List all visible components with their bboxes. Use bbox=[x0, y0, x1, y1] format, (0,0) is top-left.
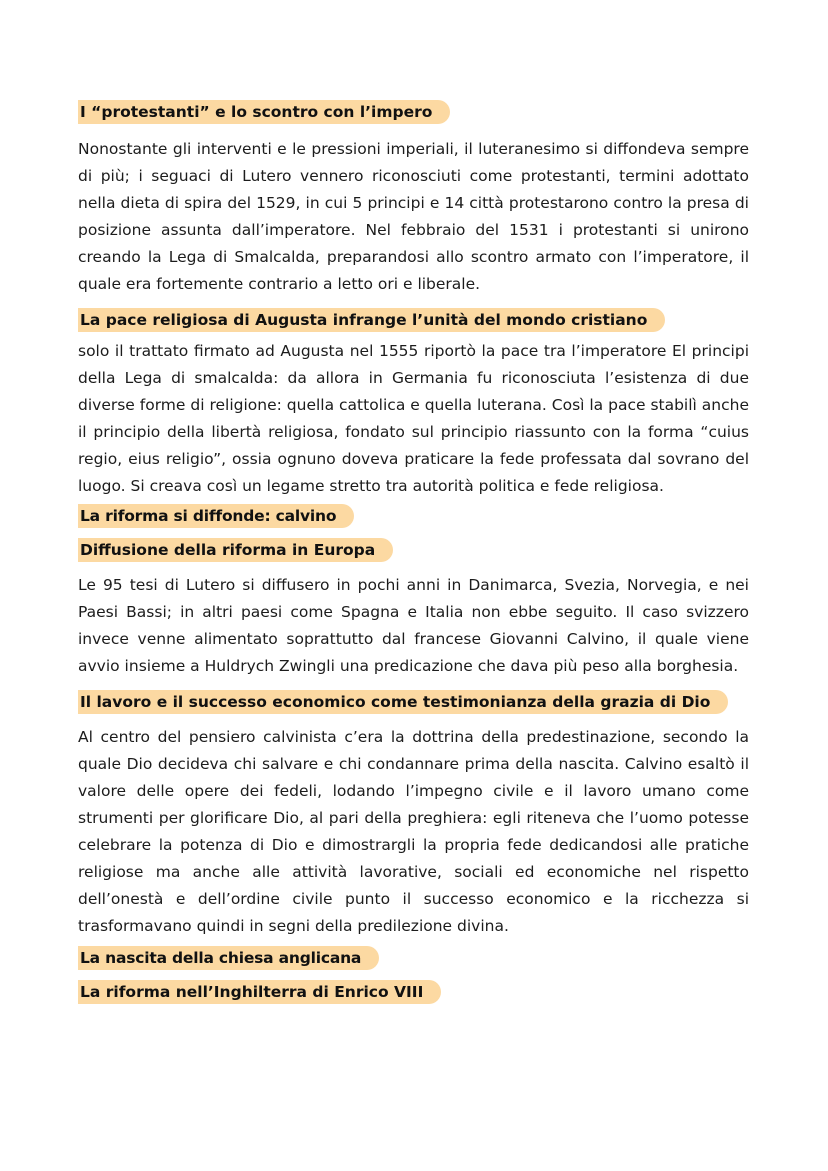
section-heading-wrap bbox=[78, 100, 749, 124]
chapter-heading-wrap bbox=[78, 504, 749, 528]
section-heading-diffusione: Diffusione della riforma in Europa bbox=[78, 538, 393, 562]
paragraph-lavoro: Al centro del pensiero calvinista c’era la dottrina della predestinazione, secondo la quale Dio decideva chi salvare e chi condannare prima della nascita. Calvino esaltò il valore delle opere dei fedeli, lodando l’impegno civile e il lavoro umano come strumenti per glorificare Dio, al pari della preghiera: egli riteneva che l’uomo potesse celebrare la potenza di Dio e dimostrargli la propria fede dedicandosi alle pratiche religiose ma anche alle attività lavorative, sociali ed economiche nel rispetto dell’onestà e dell’ordine civile punto il successo economico e la ricchezza si trasformavano quindi in segni della predilezione divina. bbox=[78, 728, 749, 935]
section-heading-wrap bbox=[78, 980, 749, 1004]
section-heading-wrap bbox=[78, 308, 749, 332]
paragraph-pace-augusta: solo il trattato firmato ad Augusta nel 1555 riportò la pace tra l’imperatore El principi della Lega di smalcalda: da allora in Germania fu riconosciuta l’esistenza di due diverse forme di religione: quella cattolica e quella luterana. Così la pace stabilì anche il principio della libertà religiosa, fondato sul principio riassunto con la forma “cuius regio, eius religio”, ossia ognuno doveva praticare la fede professata dal sovrano del luogo. Si creava così un legame stretto tra autorità politica e fede religiosa. bbox=[78, 342, 749, 495]
section-heading-enrico-viii: La riforma nell’Inghilterra di Enrico VIII bbox=[78, 980, 441, 1004]
section-heading-wrap bbox=[78, 690, 749, 714]
chapter-heading-anglicana: La nascita della chiesa anglicana bbox=[78, 946, 379, 970]
section-heading-protestanti: I “protestanti” e lo scontro con l’impero bbox=[78, 100, 450, 124]
document-content bbox=[78, 100, 749, 1004]
chapter-heading-calvino: La riforma si diffonde: calvino bbox=[78, 504, 354, 528]
section-heading-wrap bbox=[78, 538, 749, 562]
paragraph-protestanti: Nonostante gli interventi e le pressioni imperiali, il luteranesimo si diffondeva sempre di più; i seguaci di Lutero vennero riconosciuti come protestanti, termini adottato nella dieta di spira del 1529, in cui 5 principi e 14 città protestarono contro la presa di posizione assunta dall’imperatore. Nel febbraio del 1531 i protestanti si unirono creando la Lega di Smalcalda, preparandosi allo scontro armato con l’imperatore, il quale era fortemente contrario a letto ori e liberale. bbox=[78, 140, 749, 293]
paragraph-diffusione: Le 95 tesi di Lutero si diffusero in pochi anni in Danimarca, Svezia, Norvegia, e nei Paesi Bassi; in altri paesi come Spagna e Italia non ebbe seguito. Il caso svizzero invece venne alimentato soprattutto dal francese Giovanni Calvino, il quale viene avvio insieme a Huldrych Zwingli una predicazione che dava più peso alla borghesia. bbox=[78, 576, 749, 675]
section-heading-lavoro: Il lavoro e il successo economico come testimonianza della grazia di Dio bbox=[78, 690, 728, 714]
section-heading-pace-augusta: La pace religiosa di Augusta infrange l’unità del mondo cristiano bbox=[78, 308, 665, 332]
chapter-heading-wrap bbox=[78, 946, 749, 970]
